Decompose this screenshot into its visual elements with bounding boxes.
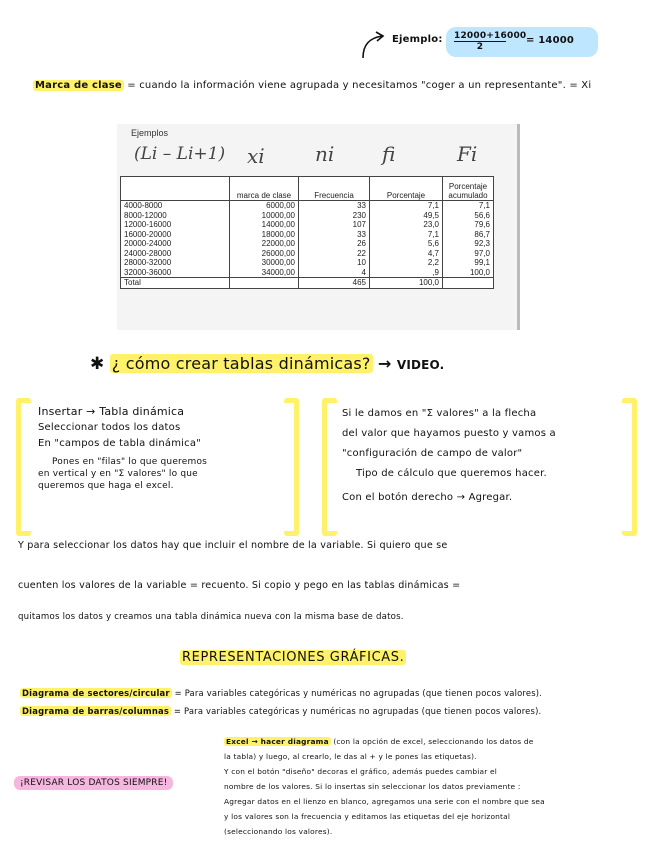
table-cell: 92,3: [443, 239, 494, 249]
example-label: Ejemplo:: [392, 34, 443, 45]
table-cell: 7,1: [370, 201, 443, 211]
table-cell: 18000,00: [230, 230, 299, 240]
curved-arrow-icon: [358, 30, 388, 60]
table-cell: 4,7: [370, 249, 443, 259]
table-cell: 4: [299, 268, 370, 278]
table-cell: 49,5: [370, 211, 443, 221]
table-cell: 22000,00: [230, 239, 299, 249]
table-cell: 33: [299, 230, 370, 240]
table-cell: 6000,00: [230, 201, 299, 211]
table-cell: 7,1: [443, 201, 494, 211]
excel-line: la tabla) y luego, al crearlo, le das al + y le pones las etiquetas).: [224, 752, 477, 761]
table-cell: 26: [299, 239, 370, 249]
table-cell: [443, 278, 494, 289]
table-cell: 97,0: [443, 249, 494, 259]
excel-line: Y con el botón "diseño" decoras el gráfico, además puedes cambiar el: [224, 767, 498, 776]
header-porcentaje: Porcentaje: [370, 177, 443, 201]
excel-line: (seleccionando los valores).: [224, 827, 333, 836]
table-row: [121, 211, 494, 221]
table-row: [121, 220, 494, 230]
question-heading: [90, 354, 444, 374]
table-cell: [230, 278, 299, 289]
table-cell: 34000,00: [230, 268, 299, 278]
table-cell: 99,1: [443, 258, 494, 268]
table-cell: 22: [299, 249, 370, 259]
right-box-line: "configuración de campo de valor": [342, 448, 523, 459]
table-row: [121, 258, 494, 268]
table-row: [121, 249, 494, 259]
formula-result: = 14000: [526, 35, 575, 46]
paragraph-line: cuenten los valores de la variable = recuento. Si copio y pego en las tablas dinámicas =: [18, 580, 461, 591]
diagram-term: Diagrama de barras/columnas: [22, 706, 170, 716]
table-cell: 5,6: [370, 239, 443, 249]
table-row: [121, 201, 494, 211]
diagram-sectores: [20, 688, 542, 698]
reminder-badge: ¡REVISAR LOS DATOS SIEMPRE!: [14, 776, 173, 790]
table-cell: 20000-24000: [121, 239, 230, 249]
table-total-row: [121, 278, 494, 289]
table-cell: 12000-16000: [121, 220, 230, 230]
marca-term: Marca de clase: [35, 80, 122, 91]
table-cell: 79,6: [443, 220, 494, 230]
table-cell: 2,2: [370, 258, 443, 268]
table-cell: 16000-20000: [121, 230, 230, 240]
example-formula: [446, 27, 598, 57]
table-figure-title: Ejemplos: [131, 128, 169, 138]
video-label: VIDEO.: [396, 358, 445, 372]
left-box-bracket-left: [16, 398, 31, 536]
left-box: [38, 404, 282, 492]
table-cell: 30000,00: [230, 258, 299, 268]
arrow-right-icon: →: [377, 354, 392, 373]
table-cell: 10: [299, 258, 370, 268]
diagram-text: = Para variables categóricas y numéricas no agrupadas (que tienen pocos valores).: [173, 706, 542, 716]
table-cell: ,9: [370, 268, 443, 278]
excel-line: nombre de los valores. Si lo insertas sin seleccionar los datos previamente :: [224, 782, 521, 791]
left-box-line: En "campos de tabla dinámica": [38, 438, 201, 449]
symbol-Fi: Fi: [457, 142, 478, 166]
table-cell: 8000-12000: [121, 211, 230, 221]
left-box-line: en vertical y en "Σ valores" lo que: [38, 469, 198, 479]
table-cell: 100,0: [370, 278, 443, 289]
table-cell: 465: [299, 278, 370, 289]
table-cell: 32000-36000: [121, 268, 230, 278]
table-cell: 10000,00: [230, 211, 299, 221]
table-row: [121, 230, 494, 240]
section-title: REPRESENTACIONES GRÁFICAS.: [182, 650, 405, 665]
table-cell: 107: [299, 220, 370, 230]
header-acumulado: Porcentaje acumulado: [443, 177, 494, 201]
symbol-interval: (Li – Li+1): [134, 144, 226, 164]
table-cell: 4000-8000: [121, 201, 230, 211]
question-text: ¿ cómo crear tablas dinámicas?: [111, 354, 371, 373]
header-interval: [121, 177, 230, 201]
left-box-line: Insertar → Tabla dinámica: [38, 405, 185, 418]
table-cell: 14000,00: [230, 220, 299, 230]
paragraph-line: Y para seleccionar los datos hay que incluir el nombre de la variable. Si quiero que se: [18, 540, 448, 551]
right-box-line: Tipo de cálculo que queremos hacer.: [356, 468, 547, 479]
diagram-text: = Para variables categóricas y numéricas no agrupadas (que tienen pocos valores).: [174, 688, 543, 698]
right-box-line: Si le damos en "Σ valores" a la flecha: [342, 408, 537, 419]
excel-note: [224, 734, 644, 839]
table-cell: 26000,00: [230, 249, 299, 259]
table-cell: 33: [299, 201, 370, 211]
excel-line: y los valores son la frecuencia y editamos las etiquetas del eje horizontal: [224, 812, 511, 821]
table-figure: [117, 124, 520, 330]
right-box-line: del valor que hayamos puesto y vamos a: [342, 428, 556, 439]
table-row: [121, 268, 494, 278]
symbol-ni: ni: [315, 142, 335, 166]
left-box-bracket-right: [284, 398, 299, 536]
right-box: [342, 404, 624, 508]
table-cell: Total: [121, 278, 230, 289]
left-box-line: queremos que haga el excel.: [38, 481, 174, 491]
table-cell: 28000-32000: [121, 258, 230, 268]
excel-lead: Excel → hacer diagrama: [226, 737, 329, 746]
excel-line: Agregar datos en el lienzo en blanco, agregamos una serie con el nombre que sea: [224, 797, 545, 806]
right-box-bracket-right: [622, 398, 637, 536]
marca-line: [33, 80, 591, 91]
paragraph-line: quitamos los datos y creamos una tabla dinámica nueva con la misma base de datos.: [18, 612, 404, 622]
right-box-bracket-left: [322, 398, 337, 536]
header-frecuencia: Frecuencia: [299, 177, 370, 201]
frequency-table: [120, 176, 494, 289]
formula-numerator: 12000+16000: [454, 31, 527, 41]
table-cell: 86,7: [443, 230, 494, 240]
diagram-term: Diagrama de sectores/circular: [22, 688, 170, 698]
table-cell: 56,6: [443, 211, 494, 221]
formula-denominator: 2: [476, 42, 484, 52]
symbol-fi: fi: [382, 142, 396, 166]
table-cell: 100,0: [443, 268, 494, 278]
asterisk-icon: ✱: [90, 354, 105, 374]
excel-line: (con la opción de excel, seleccionando los datos de: [333, 737, 534, 746]
left-box-line: Pones en "filas" lo que queremos: [52, 457, 208, 467]
table-cell: 7,1: [370, 230, 443, 240]
table-row: [121, 239, 494, 249]
left-box-line: Seleccionar todos los datos: [38, 422, 181, 433]
table-cell: 230: [299, 211, 370, 221]
diagram-barras: [20, 706, 541, 716]
table-cell: 23,0: [370, 220, 443, 230]
table-cell: 24000-28000: [121, 249, 230, 259]
header-marca: marca de clase: [230, 177, 299, 201]
symbol-xi: xi: [247, 144, 265, 168]
right-box-line: Con el botón derecho → Agregar.: [342, 492, 513, 503]
marca-text: = cuando la información viene agrupada y necesitamos "coger a un representante". = Xi: [127, 80, 592, 91]
